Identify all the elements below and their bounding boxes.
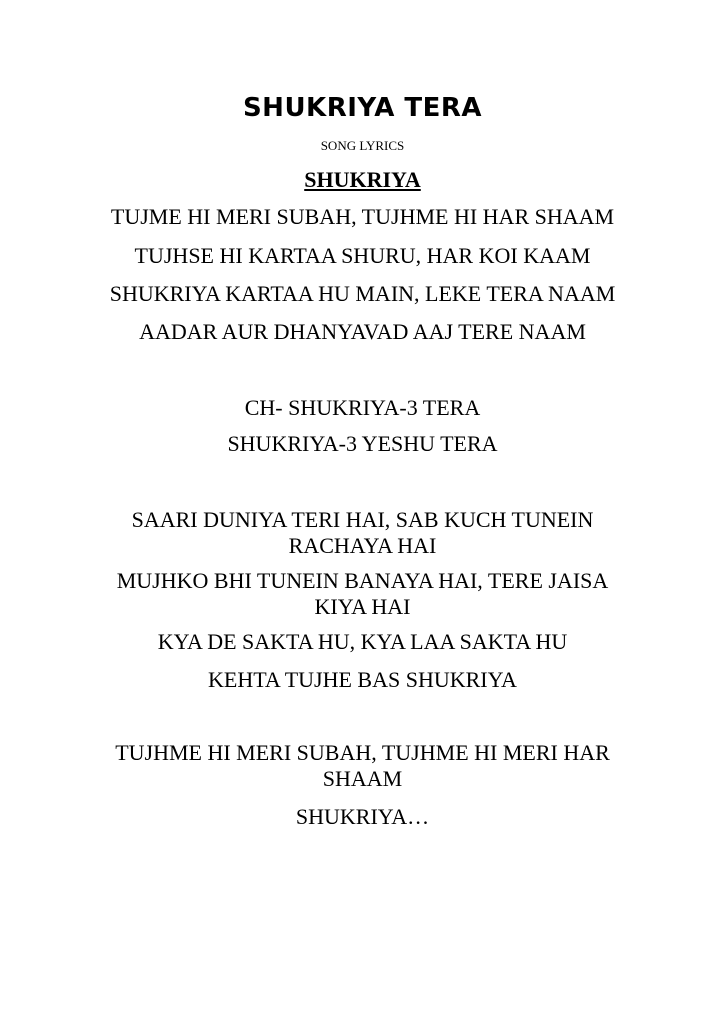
chorus-line-2: SHUKRIYA-3 YESHU TERA: [227, 431, 498, 456]
verse2-line-3: KYA DE SAKTA HU, KYA LAA SAKTA HU: [157, 629, 568, 654]
lyrics-heading: SHUKRIYA: [304, 167, 421, 192]
verse1-line-4: AADAR AUR DHANYAVAD AAJ TERE NAAM: [139, 319, 586, 344]
verse2-line-4: KEHTA TUJHE BAS SHUKRIYA: [208, 667, 517, 692]
chorus-line-1: CH- SHUKRIYA-3 TERA: [244, 395, 481, 420]
verse1-line-1: TUJME HI MERI SUBAH, TUJHME HI HAR SHAAM: [110, 204, 615, 229]
ending-line-1: TUJHME HI MERI SUBAH, TUJHME HI MERI HAR SHAAM: [115, 740, 610, 791]
verse1-line-3: SHUKRIYA KARTAA HU MAIN, LEKE TERA NAAM: [109, 281, 616, 306]
song-title: SHUKRIYA TERA: [242, 93, 483, 123]
verse2-line-1: SAARI DUNIYA TERI HAI, SAB KUCH TUNEIN RACHAYA HAI: [131, 507, 594, 558]
verse1-line-2: TUJHSE HI KARTAA SHURU, HAR KOI KAAM: [134, 243, 591, 268]
ending-line-2: SHUKRIYA…: [295, 804, 430, 829]
verse2-line-2: MUJHKO BHI TUNEIN BANAYA HAI, TERE JAISA KIYA HAI: [116, 568, 609, 619]
song-subtitle: SONG LYRICS: [320, 138, 405, 153]
